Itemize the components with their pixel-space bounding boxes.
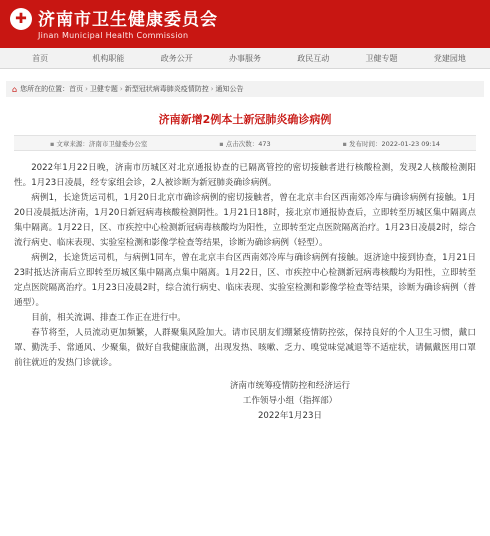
breadcrumb-item-covid[interactable]: 新型冠状病毒肺炎疫情防控 <box>124 85 209 93</box>
clock-icon: ▪ <box>342 139 347 148</box>
article-meta <box>14 135 476 151</box>
nav-item-interaction[interactable]: 政民互动 <box>297 53 330 63</box>
paragraph: 2022年1月22日晚，济南市历城区对北京通报协查的已隔离管控的密切接触者进行核酸检测，发现2人核酸检测阳性。1月23日凌晨，经专家组会诊，2人被诊断为新冠肺炎确诊病例。 <box>14 163 476 188</box>
nav-item-functions[interactable]: 机构职能 <box>92 53 125 63</box>
nav-item-party[interactable]: 党建园地 <box>433 53 466 63</box>
paragraph: 病例2，长途货运司机，与病例1同车，曾在北京丰台区西南郊冷库与确诊病例有接触。返济途中接到协查，1月21日23时抵达济南后立即转至历城区集中隔离点集中隔离。1月22日，区、市疾控中心检测新冠病毒核酸均为阳性，立即转至定点医院隔离治疗。1月23日凌晨2时，综合流行病史、临床表现、实验室检测和影像学检查等结果，诊断为确诊病例（普通型）。 <box>14 253 476 308</box>
breadcrumb-separator: › <box>210 85 214 93</box>
article-signature <box>14 379 476 424</box>
nav-item-disclosure[interactable]: 政务公开 <box>160 53 193 63</box>
source-icon: ▪ <box>49 139 55 148</box>
breadcrumb-item-home[interactable]: 首页 <box>69 85 84 93</box>
breadcrumb-item-topics[interactable]: 卫健专题 <box>89 85 118 93</box>
views-icon: ▪ <box>219 139 224 148</box>
article-body <box>14 161 476 371</box>
article <box>14 111 476 424</box>
nav-item-home[interactable]: 首页 <box>32 53 49 63</box>
nav-item-services[interactable]: 办事服务 <box>228 53 261 63</box>
breadcrumb <box>6 81 484 97</box>
article-source: ▪ 文章来源：济南市卫健委办公室 <box>49 139 148 148</box>
breadcrumb-separator: › <box>85 85 88 93</box>
site-title[interactable]: 济南市卫生健康委员会 <box>38 10 218 30</box>
article-title: 济南新增2例本土新冠肺炎确诊病例 <box>158 113 332 126</box>
breadcrumb-separator: › <box>119 85 123 93</box>
location-icon: ⌂ <box>12 84 18 94</box>
signature-group: 工作领导小组（指挥部） <box>242 396 338 406</box>
site-header <box>0 0 490 48</box>
article-views: ▪ 点击次数：473 <box>219 139 271 148</box>
site-subtitle: Jinan Municipal Health Commission <box>38 31 189 40</box>
main-nav <box>0 48 490 69</box>
paragraph: 春节将至，人员流动更加频繁，人群聚集风险加大。请市民朋友们绷紧疫情防控弦，保持良好的个人卫生习惯，戴口罩、勤洗手、常通风、少聚集，做好自我健康监测，出现发热、咳嗽、乏力、嗅觉味觉减退等不适症状，请佩戴医用口罩前往就近的发热门诊就诊。 <box>14 328 476 368</box>
breadcrumb-item-notices[interactable]: 通知公告 <box>215 85 244 93</box>
nav-item-topics[interactable]: 卫健专题 <box>365 53 398 63</box>
paragraph: 目前，相关流调、排查工作正在进行中。 <box>31 313 186 323</box>
breadcrumb-prefix: 您所在的位置： <box>20 85 70 93</box>
signature-date: 2022年1月23日 <box>257 411 323 421</box>
signature-org: 济南市统筹疫情防控和经济运行 <box>229 381 351 391</box>
site-logo-icon[interactable]: ✚ <box>10 8 32 30</box>
article-date: ▪ 发布时间：2022-01-23 09:14 <box>342 139 441 148</box>
paragraph: 病例1，长途货运司机，1月20日北京市确诊病例的密切接触者，曾在北京丰台区西南郊冷库与确诊病例有接触。1月20日凌晨抵达济南，1月20日新冠病毒核酸检测阴性。1月21日18时，接北京市通报协查后，立即转至历城区集中隔离点集中隔离。1月22日，区、市疾控中心检测新冠病毒核酸均为阳性，立即转至定点医院隔离治疗。1月23日凌晨2时，综合流行病史、临床表现、实验室检测和影像学检查等结果，诊断为确诊病例（轻型）。 <box>14 193 476 248</box>
